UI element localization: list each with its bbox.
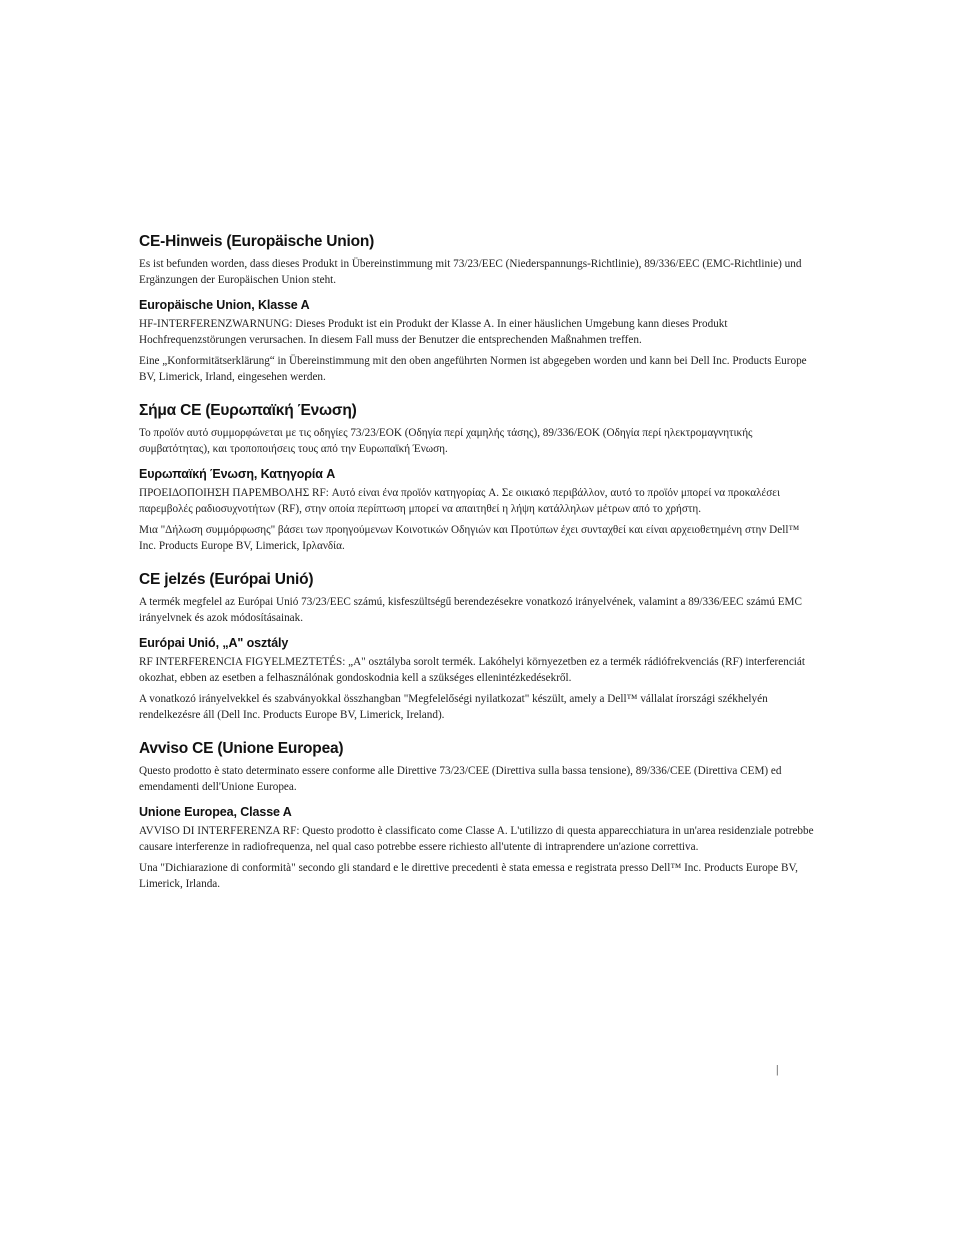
section-german bbox=[139, 233, 814, 385]
section-heading: CE jelzés (Európai Unió) bbox=[139, 571, 314, 588]
section-paragraph: RF INTERFERENCIA FIGYELMEZTETÉS: „A" osztályba sorolt termék. Lakóhelyi környezetben ez a termék rádiófrekvenciás (RF) interferenciát okozhat, ebben az esetben a felhasználónak gondoskodnia kell a szükséges ellenintézkedésekről. bbox=[139, 656, 805, 684]
section-paragraph: ΠΡΟΕΙΔΟΠΟΙΗΣΗ ΠΑΡΕΜΒΟΛΗΣ RF: Αυτό είναι ένα προϊόν κατηγορίας A. Σε οικιακό περιβάλλον, αυτό το προϊόν μπορεί να προκαλέσει παρεμβολές ραδιοσυχνοτήτων (RF), στην οποία περίπτωση μπορεί να απαιτηθεί η λήψη κατάλληλων μέτρων από το χρήστη. bbox=[139, 487, 780, 515]
section-paragraph: Eine „Konformitätserklärung“ in Übereinstimmung mit den oben angeführten Normen ist abgegeben worden und kann bei Dell Inc. Products Europe BV, Limerick, Irland, eingesehen werden. bbox=[139, 355, 807, 383]
section-subheading: Európai Unió, „A" osztály bbox=[139, 636, 289, 650]
section-paragraph: Μια "Δήλωση συμμόρφωσης" βάσει των προηγούμενων Κοινοτικών Οδηγιών και Προτύπων έχει συνταχθεί και είναι αρχειοθετημένη στην Dell™ Inc. Products Europe BV, Limerick, Ιρλανδία. bbox=[139, 524, 800, 552]
section-italian bbox=[139, 740, 814, 892]
section-intro: Το προϊόν αυτό συμμορφώνεται με τις οδηγίες 73/23/ΕΟΚ (Οδηγία περί χαμηλής τάσης), 89/336/ΕΟΚ (Οδηγία περί ηλεκτρομαγνητικής συμβατότητας), και τροποποιήσεις τους από την Ευρωπαϊκή Ένωση. bbox=[139, 427, 753, 455]
section-intro: Questo prodotto è stato determinato essere conforme alle Direttive 73/23/CEE (Direttiva sulla bassa tensione), 89/336/CEE (Direttiva CEM) ed emendamenti dell'Unione Europea. bbox=[139, 765, 782, 793]
section-subheading: Ευρωπαϊκή Ένωση, Κατηγορία A bbox=[139, 467, 336, 481]
section-intro: A termék megfelel az Európai Unió 73/23/EEC számú, kisfeszültségű berendezésekre vonatkozó irányelvének, valamint a 89/336/EEC számú EMC irányelvnek és azok módosításainak. bbox=[139, 596, 802, 624]
section-heading: Σήμα CE (Ευρωπαϊκή Ένωση) bbox=[139, 402, 357, 419]
section-subheading: Unione Europea, Classe A bbox=[139, 805, 292, 819]
section-greek bbox=[139, 402, 814, 554]
section-paragraph: A vonatkozó irányelvekkel és szabványokkal összhangban "Megfelelőségi nyilatkozat" készült, amely a Dell™ vállalat írországi székhelyén rendelkezésre áll (Dell Inc. Products Europe BV, Limerick, Ireland). bbox=[139, 693, 768, 721]
section-paragraph: AVVISO DI INTERFERENZA RF: Questo prodotto è classificato come Classe A. L'utilizzo di questa apparecchiatura in un'area residenziale potrebbe causare interferenze in radiofrequenza, nel qual caso potrebbe essere richiesto all'utente di intraprendere un'azione correttiva. bbox=[139, 825, 814, 853]
page-number: | bbox=[776, 1062, 779, 1076]
section-subheading: Europäische Union, Klasse A bbox=[139, 298, 310, 312]
section-intro: Es ist befunden worden, dass dieses Produkt in Übereinstimmung mit 73/23/EEC (Niederspannungs-Richtlinie), 89/336/EEC (EMC-Richtlinie) und Ergänzungen der Europäischen Union steht. bbox=[139, 258, 802, 286]
section-hungarian bbox=[139, 571, 814, 723]
section-heading: CE-Hinweis (Europäische Union) bbox=[139, 233, 375, 250]
section-heading: Avviso CE (Unione Europea) bbox=[139, 740, 344, 757]
section-paragraph: Una "Dichiarazione di conformità" secondo gli standard e le direttive precedenti è stata emessa e registrata presso Dell™ Inc. Products Europe BV, Limerick, Irlanda. bbox=[139, 862, 798, 890]
document-body bbox=[139, 233, 814, 909]
section-paragraph: HF-INTERFERENZWARNUNG: Dieses Produkt ist ein Produkt der Klasse A. In einer häuslichen Umgebung kann dieses Produkt Hochfrequenzstörungen verursachen. In diesem Fall muss der Benutzer die entsprechenden Maßnahmen treffen. bbox=[139, 318, 728, 346]
